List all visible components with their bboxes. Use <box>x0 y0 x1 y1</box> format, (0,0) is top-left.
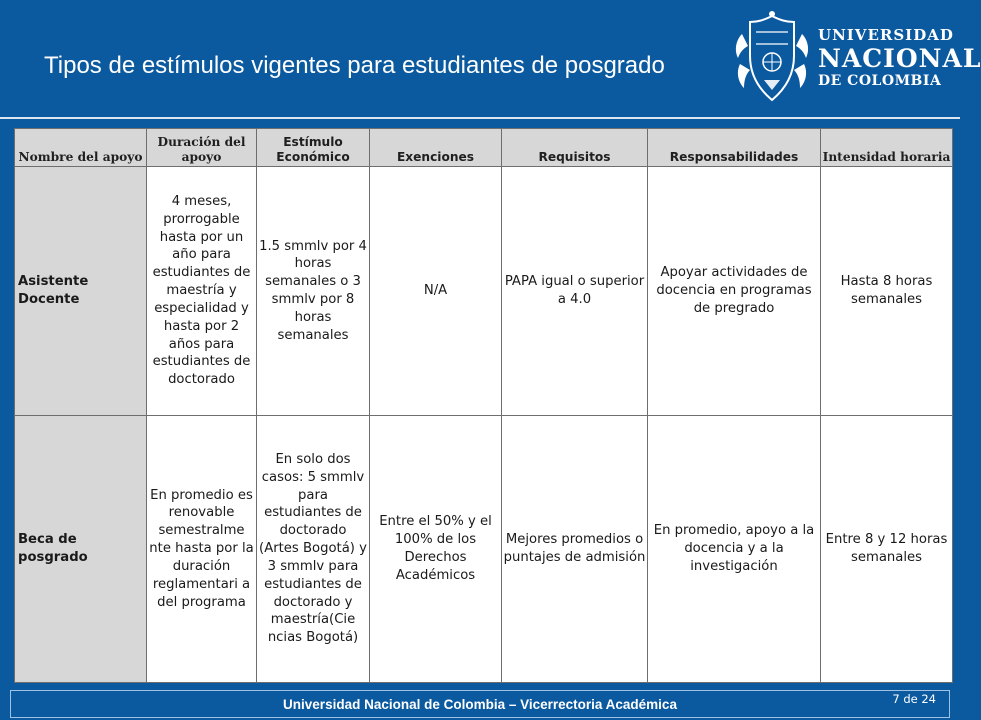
header-hours: Intensidad horaria <box>821 129 953 167</box>
cell-responsibilities: Apoyar actividades de docencia en programas de pregrado <box>648 167 821 416</box>
logo-line-1: UNIVERSIDAD <box>818 26 954 44</box>
cell-exemptions: Entre el 50% y el 100% de los Derechos Académicos <box>370 416 502 683</box>
page-number: 7 de 24 <box>892 692 936 706</box>
cell-stimulus: En solo dos casos: 5 smmlv para estudiantes de doctorado (Artes Bogotá) y 3 smmlv para estudiantes de doctorado y maestría(Cie ncias Bogotá) <box>257 416 370 683</box>
footer-bar <box>10 690 950 718</box>
header-duration: Duración del apoyo <box>147 129 257 167</box>
header-divider <box>0 117 960 119</box>
table-header-row <box>15 129 953 167</box>
cell-duration: 4 meses, prorrogable hasta por un año para estudiantes de maestría y especialidad y hasta por 2 años para estudiantes de doctorado <box>147 167 257 416</box>
header-name: Nombre del apoyo <box>15 129 147 167</box>
header-requirements: Requisitos <box>502 129 648 167</box>
logo-line-2: NACIONAL <box>818 44 981 73</box>
university-coat-of-arms-icon <box>734 10 810 106</box>
table-row <box>15 167 953 416</box>
logo-line-3: DE COLOMBIA <box>818 73 942 89</box>
footer-text: Universidad Nacional de Colombia – Vicerrectoria Académica <box>283 696 677 712</box>
stimulus-table <box>14 128 953 683</box>
university-logo <box>734 8 981 108</box>
cell-exemptions: N/A <box>370 167 502 416</box>
header-exemptions: Exenciones <box>370 129 502 167</box>
cell-duration: En promedio es renovable semestralme nte hasta por la duración reglamentari a del programa <box>147 416 257 683</box>
cell-requirements: PAPA igual o superior a 4.0 <box>502 167 648 416</box>
cell-stimulus: 1.5 smmlv por 4 horas semanales o 3 smmlv por 8 horas semanales <box>257 167 370 416</box>
cell-hours: Entre 8 y 12 horas semanales <box>821 416 953 683</box>
slide-title: Tipos de estímulos vigentes para estudiantes de posgrado <box>44 52 665 79</box>
cell-name: Beca de posgrado <box>15 416 147 683</box>
cell-responsibilities: En promedio, apoyo a la docencia y a la investigación <box>648 416 821 683</box>
cell-hours: Hasta 8 horas semanales <box>821 167 953 416</box>
cell-requirements: Mejores promedios o puntajes de admisión <box>502 416 648 683</box>
table-row <box>15 416 953 683</box>
header-stimulus: Estímulo Económico <box>257 129 370 167</box>
cell-name: Asistente Docente <box>15 167 147 416</box>
header-responsibilities: Responsabilidades <box>648 129 821 167</box>
